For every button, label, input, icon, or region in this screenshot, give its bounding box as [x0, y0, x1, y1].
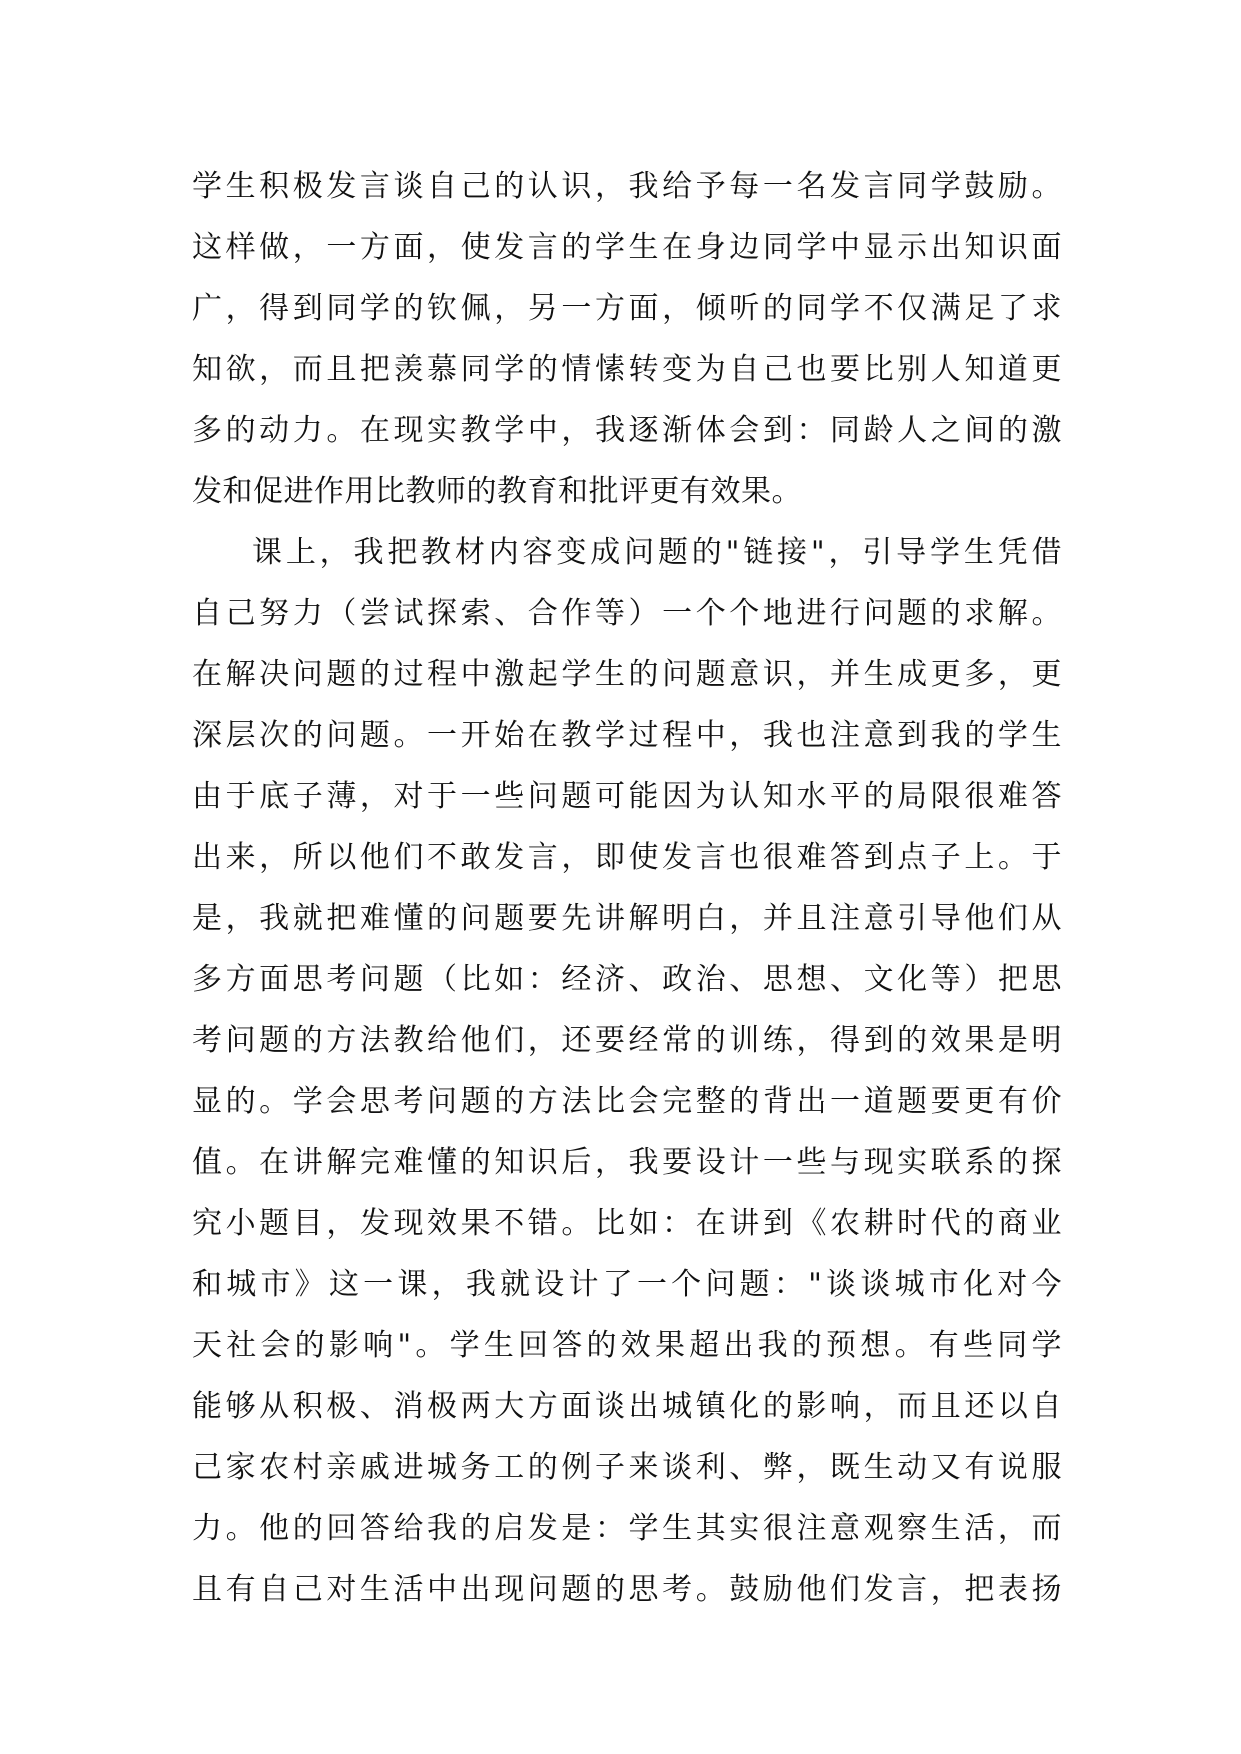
text-line: 由于底子薄，对于一些问题可能因为认知水平的局限很难答 [192, 779, 1062, 814]
text-line: 究小题目，发现效果不错。比如：在讲到《农耕时代的商业 [192, 1206, 1062, 1241]
text-line: 学生积极发言谈自己的认识，我给予每一名发言同学鼓励。 [192, 169, 1062, 204]
text-line: 广，得到同学的钦佩，另一方面，倾听的同学不仅满足了求 [192, 291, 1062, 326]
text-line: 这样做，一方面，使发言的学生在身边同学中显示出知识面 [192, 230, 1062, 265]
text-line: 多的动力。在现实教学中，我逐渐体会到：同龄人之间的激 [192, 413, 1062, 448]
text-line: 在解决问题的过程中激起学生的问题意识，并生成更多，更 [192, 657, 1062, 692]
text-line: 多方面思考问题（比如：经济、政治、思想、文化等）把思 [192, 962, 1062, 997]
text-line: 值。在讲解完难懂的知识后，我要设计一些与现实联系的探 [192, 1145, 1062, 1180]
paragraph-first-line: 课上，我把教材内容变成问题的"链接"，引导学生凭借 [252, 535, 1062, 570]
text-line: 是，我就把难懂的问题要先讲解明白，并且注意引导他们从 [192, 901, 1062, 936]
text-line: 考问题的方法教给他们，还要经常的训练，得到的效果是明 [192, 1023, 1062, 1058]
text-line: 自己努力（尝试探索、合作等）一个个地进行问题的求解。 [192, 596, 1062, 631]
paragraph-last-line: 发和促进作用比教师的教育和批评更有效果。 [192, 474, 802, 509]
text-line: 能够从积极、消极两大方面谈出城镇化的影响，而且还以自 [192, 1389, 1062, 1424]
text-line: 且有自己对生活中出现问题的思考。鼓励他们发言，把表扬 [192, 1572, 1062, 1607]
text-line: 己家农村亲戚进城务工的例子来谈利、弊，既生动又有说服 [192, 1450, 1062, 1485]
text-line: 出来，所以他们不敢发言，即使发言也很难答到点子上。于 [192, 840, 1062, 875]
text-line: 显的。学会思考问题的方法比会完整的背出一道题要更有价 [192, 1084, 1062, 1119]
text-line: 知欲，而且把羡慕同学的情愫转变为自己也要比别人知道更 [192, 352, 1062, 387]
text-line: 深层次的问题。一开始在教学过程中，我也注意到我的学生 [192, 718, 1062, 753]
text-line: 天社会的影响"。学生回答的效果超出我的预想。有些同学 [192, 1328, 1062, 1363]
text-line: 力。他的回答给我的启发是：学生其实很注意观察生活，而 [192, 1511, 1062, 1546]
body-text [192, 156, 1062, 1620]
text-line: 和城市》这一课，我就设计了一个问题："谈谈城市化对今 [192, 1267, 1062, 1302]
